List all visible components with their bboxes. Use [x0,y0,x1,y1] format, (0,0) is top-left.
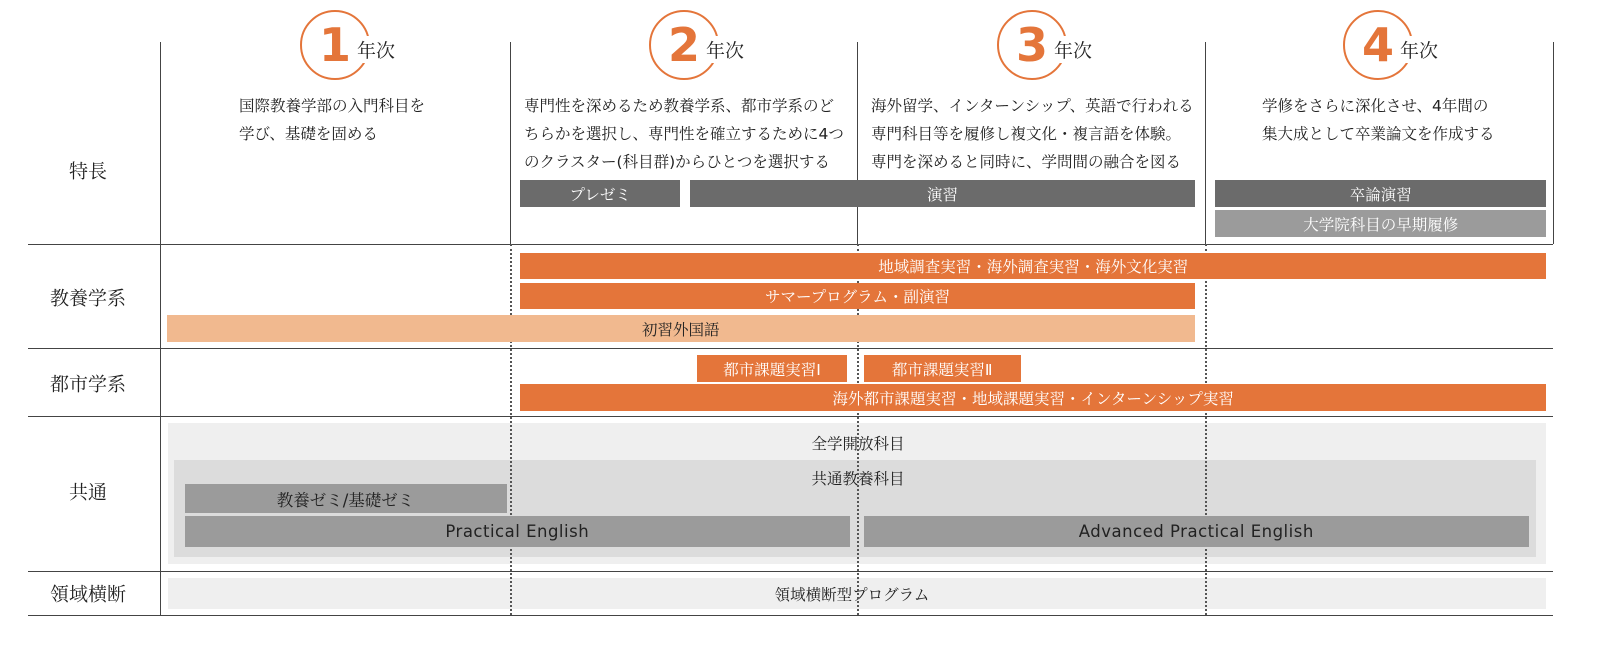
course-bar-seminar [690,180,1194,207]
feature-description-line: ちらかを選択し、専門性を確立するために4つ [524,125,844,143]
divider-line [28,615,1553,616]
course-bar-liberal-arts-seminar [185,484,507,513]
row-label-liberal-arts: 教養学系 [49,287,126,310]
year-suffix-label: 年次 [1054,36,1094,63]
row-label-features: 特長 [68,160,107,183]
course-bar-graduation-seminar [1215,180,1546,207]
year-suffix-label: 年次 [706,36,746,63]
divider-line [28,244,1553,245]
year-circle-1: 1 [300,10,370,80]
year-circle-4: 4 [1343,10,1413,80]
feature-description-line: 学修をさらに深化させ、4年間の [1262,97,1489,115]
course-bar-label: 都市課題実習Ⅱ [891,360,993,379]
course-bar-field-study [520,253,1546,279]
feature-description-year-4 [1262,92,1495,148]
feature-description-line: 海外留学、インターンシップ、英語で行われる [871,97,1194,115]
year-boundary-dotted [1205,244,1207,615]
divider-line [28,348,1553,349]
course-bar-advanced-practical-english [864,516,1529,547]
course-bar-practical-english [185,516,851,547]
course-bar-pre-seminar [520,180,680,207]
column-divider [1553,42,1554,244]
feature-description-line: 国際教養学部の入門科目を [239,97,426,115]
course-bar-urban-practicum-1 [697,355,846,382]
column-divider [160,42,161,616]
feature-description-line: 学び、基礎を固める [239,125,378,143]
feature-description-year-3 [871,92,1194,176]
year-suffix-label: 年次 [357,36,397,63]
course-bar-early-graduate-courses [1215,210,1546,237]
feature-description-year-1 [239,92,425,148]
course-bar-label: サマープログラム・副演習 [764,288,951,306]
course-bar-summer-program [520,283,1194,309]
course-bar-label: 卒論演習 [1349,185,1412,204]
feature-description-year-2 [524,92,844,176]
course-bar-label: 地域調査実習・海外調査実習・海外文化実習 [878,258,1189,276]
course-bar-label: 教養ゼミ/基礎ゼミ [276,490,415,510]
course-bar-label: 都市課題実習Ⅰ [723,360,821,379]
year-circle-2: 2 [649,10,719,80]
course-bar-label: プレゼミ [569,185,631,204]
course-bar-beginner-foreign-language [167,315,1195,342]
row-label-interdisciplinary: 領域横断 [49,583,126,606]
course-bar-urban-practicum-2 [864,355,1021,382]
column-divider [857,42,858,244]
course-bar-label: Advanced Practical English [1078,522,1314,541]
university-open-label: 全学開放科目 [811,435,905,453]
course-bar-label: 海外都市課題実習・地域課題実習・インターンシップ実習 [832,389,1234,408]
column-divider [510,42,511,244]
year-suffix-label: 年次 [1400,36,1440,63]
feature-description-line: 専門科目等を履修し複文化・複言語を体験。 [871,125,1182,143]
year-boundary-dotted [510,244,512,615]
course-bar-label: 演習 [926,185,958,204]
course-bar-overseas-urban-practicum [520,384,1546,411]
feature-description-line: のクラスター(科目群)からひとつを選択する [524,153,830,171]
feature-description-line: 集大成として卒業論文を作成する [1262,125,1495,143]
common-liberal-arts-label: 共通教養科目 [811,470,905,488]
year-circle-3: 3 [997,10,1067,80]
course-bar-label: Practical English [445,522,590,541]
divider-line [28,571,1553,572]
row-label-urban: 都市学系 [49,373,126,396]
row-label-common: 共通 [68,481,107,504]
feature-description-line: 専門を深めると同時に、学問間の融合を図る [871,153,1182,171]
divider-line [28,416,1553,417]
course-bar-label: 初習外国語 [642,320,720,339]
course-bar-label: 大学院科目の早期履修 [1303,215,1459,234]
interdisciplinary-program-label: 領域横断型プログラム [774,586,930,604]
column-divider [1205,42,1206,244]
feature-description-line: 専門性を深めるため教養学系、都市学系のど [524,97,835,115]
